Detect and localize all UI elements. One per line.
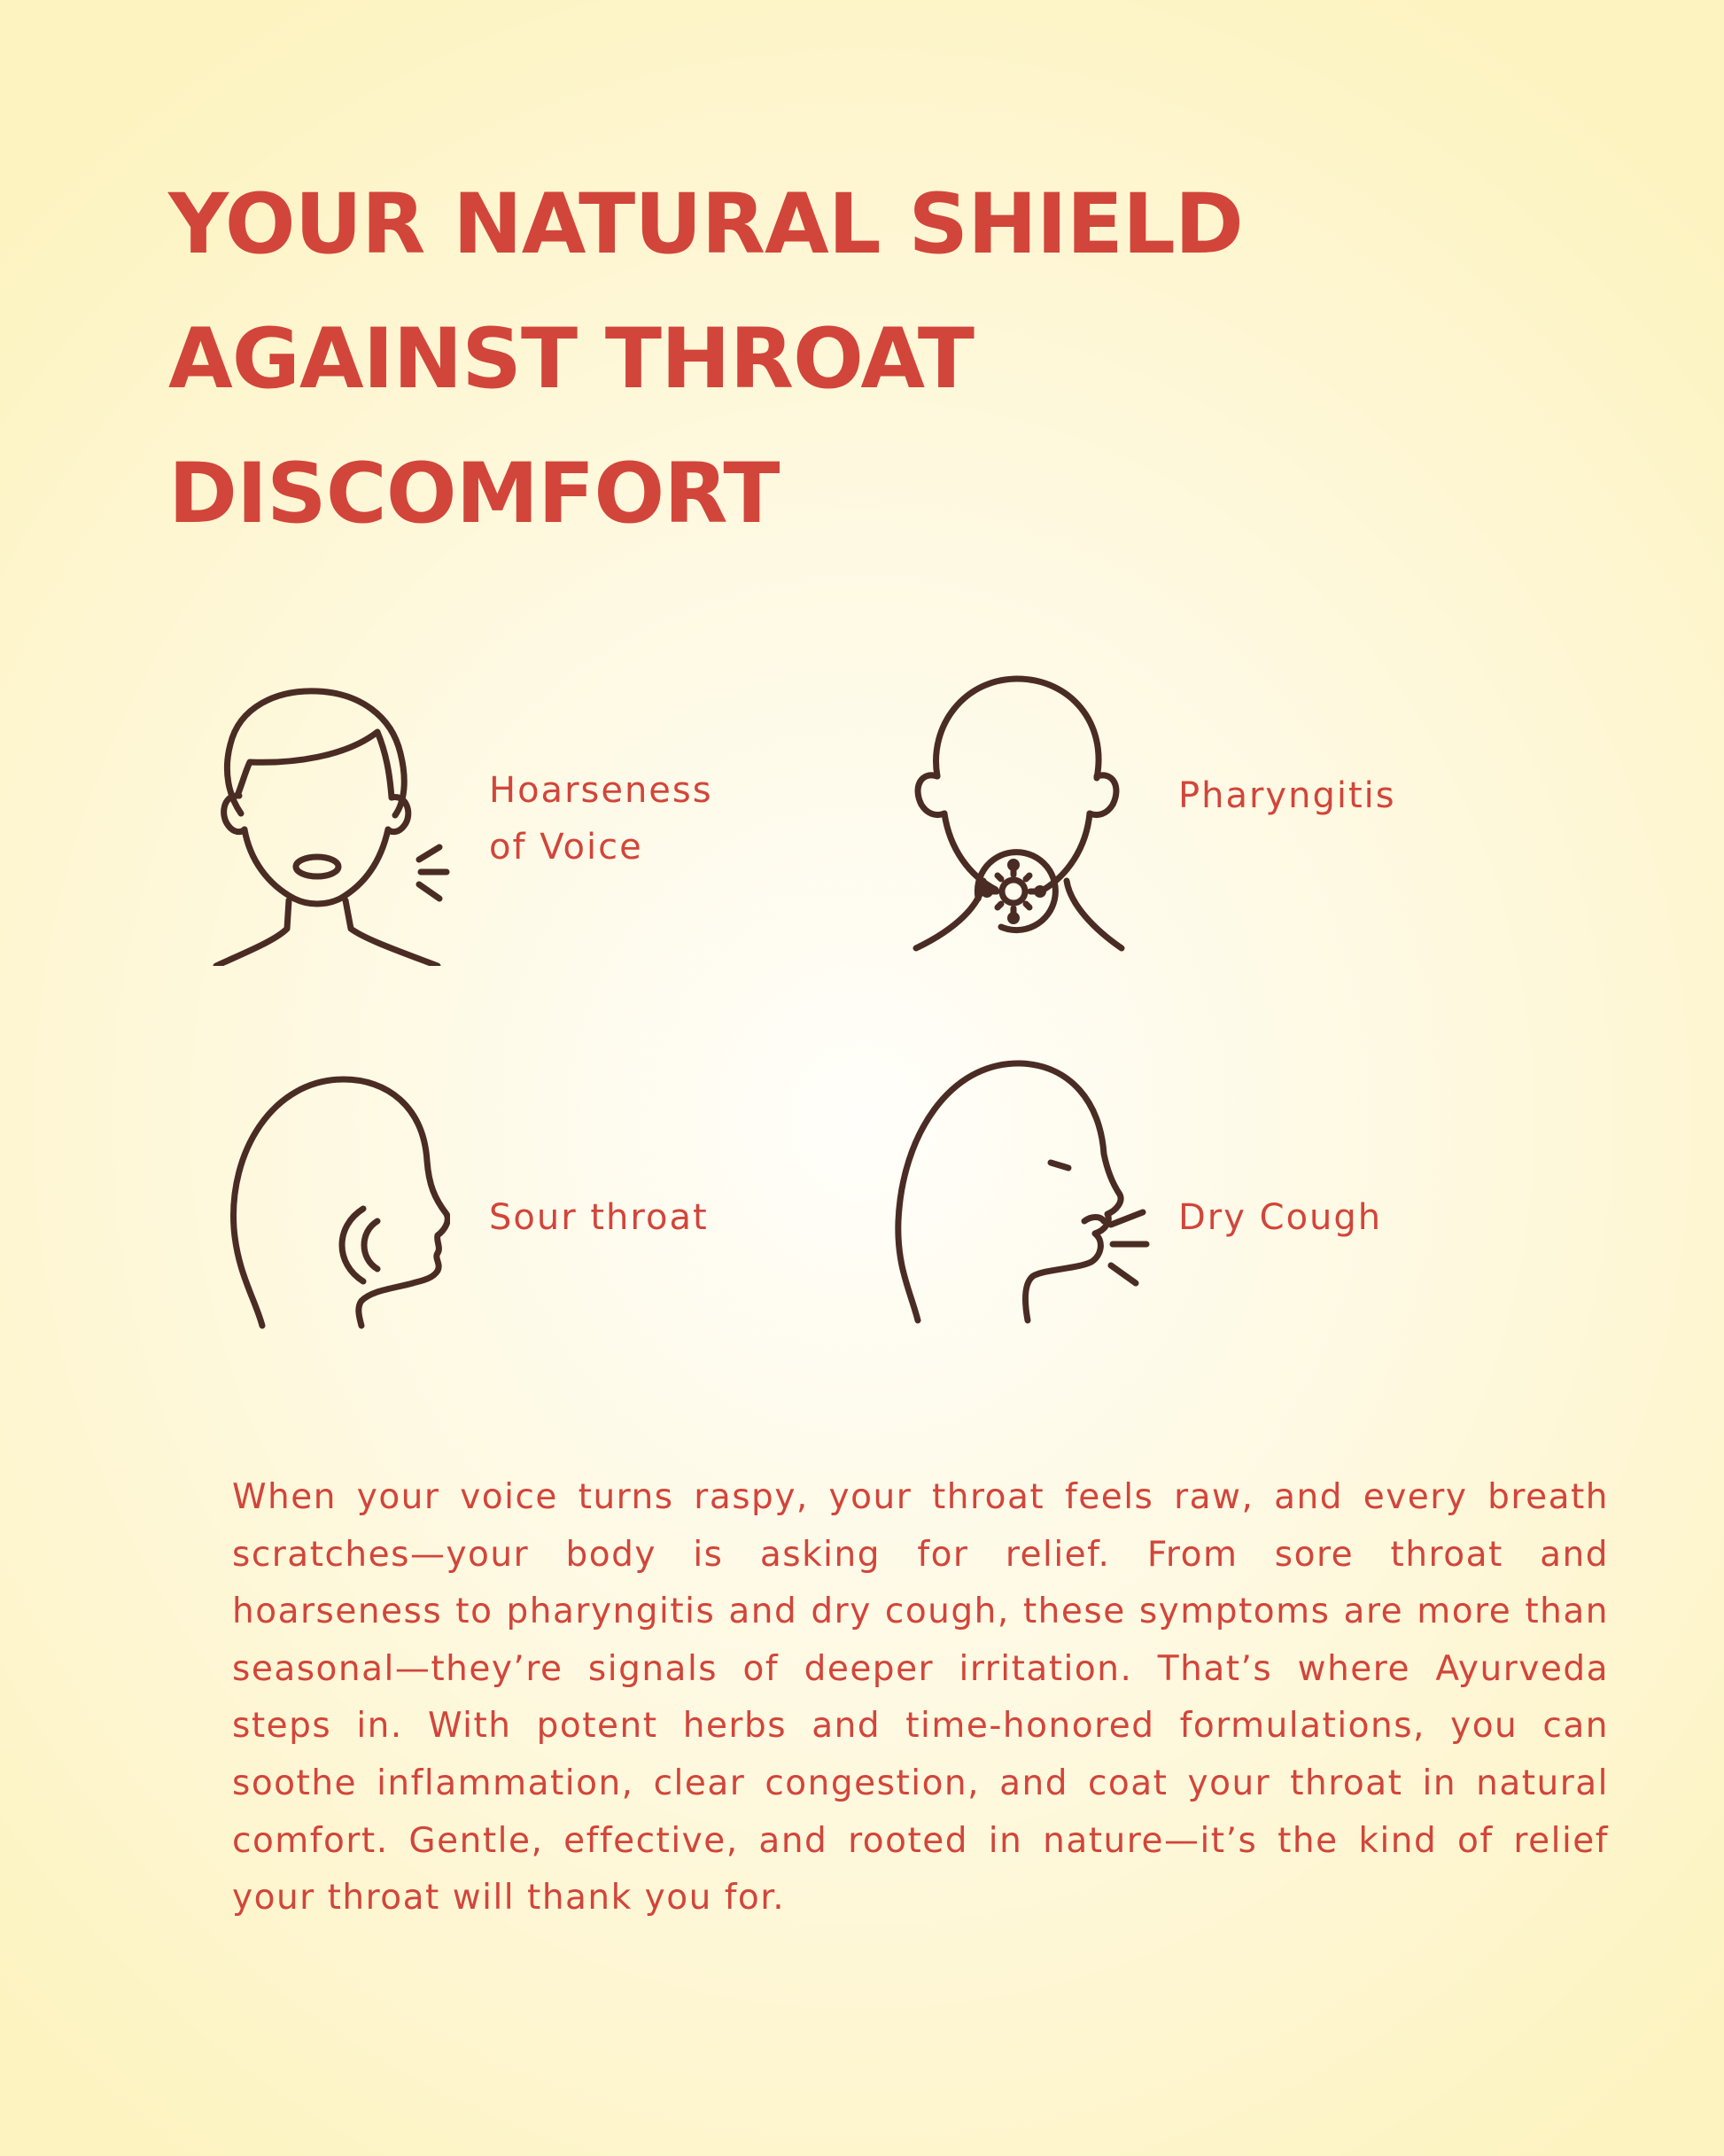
symptom-label-sour-throat: Sour throat	[489, 1197, 709, 1238]
sore-throat-icon	[229, 1072, 450, 1329]
description-paragraph: When your voice turns raspy, your throat feels raw, and every breath scratches—your body is asking for relief. From sore throat and hoarseness to pharyngitis and dry cough, these symptoms are more than seasonal—they’re signals of deeper irritation. That’s where Ayurveda steps in. With potent herbs and time-honored formulations, you can soothe inflammation, clear congestion, and coat your throat in natural comfort. Gentle, effective, and rooted in nature—it’s the kind of relief your throat will thank you for.	[232, 1477, 1609, 1919]
title-line-2: AGAINST THROAT	[168, 311, 974, 408]
page-title	[168, 158, 1586, 562]
pharyngitis-icon	[911, 672, 1132, 955]
symptom-label-hoarseness: Hoarseness of Voice	[489, 770, 713, 868]
hoarse-voice-icon	[204, 682, 452, 966]
title-line-1: YOUR NATURAL SHIELD	[168, 176, 1243, 273]
title-line-3: DISCOMFORT	[168, 446, 780, 542]
symptom-label-dry-cough: Dry Cough	[1178, 1197, 1383, 1238]
dry-cough-icon	[895, 1056, 1152, 1331]
symptom-label-pharyngitis: Pharyngitis	[1178, 775, 1396, 816]
